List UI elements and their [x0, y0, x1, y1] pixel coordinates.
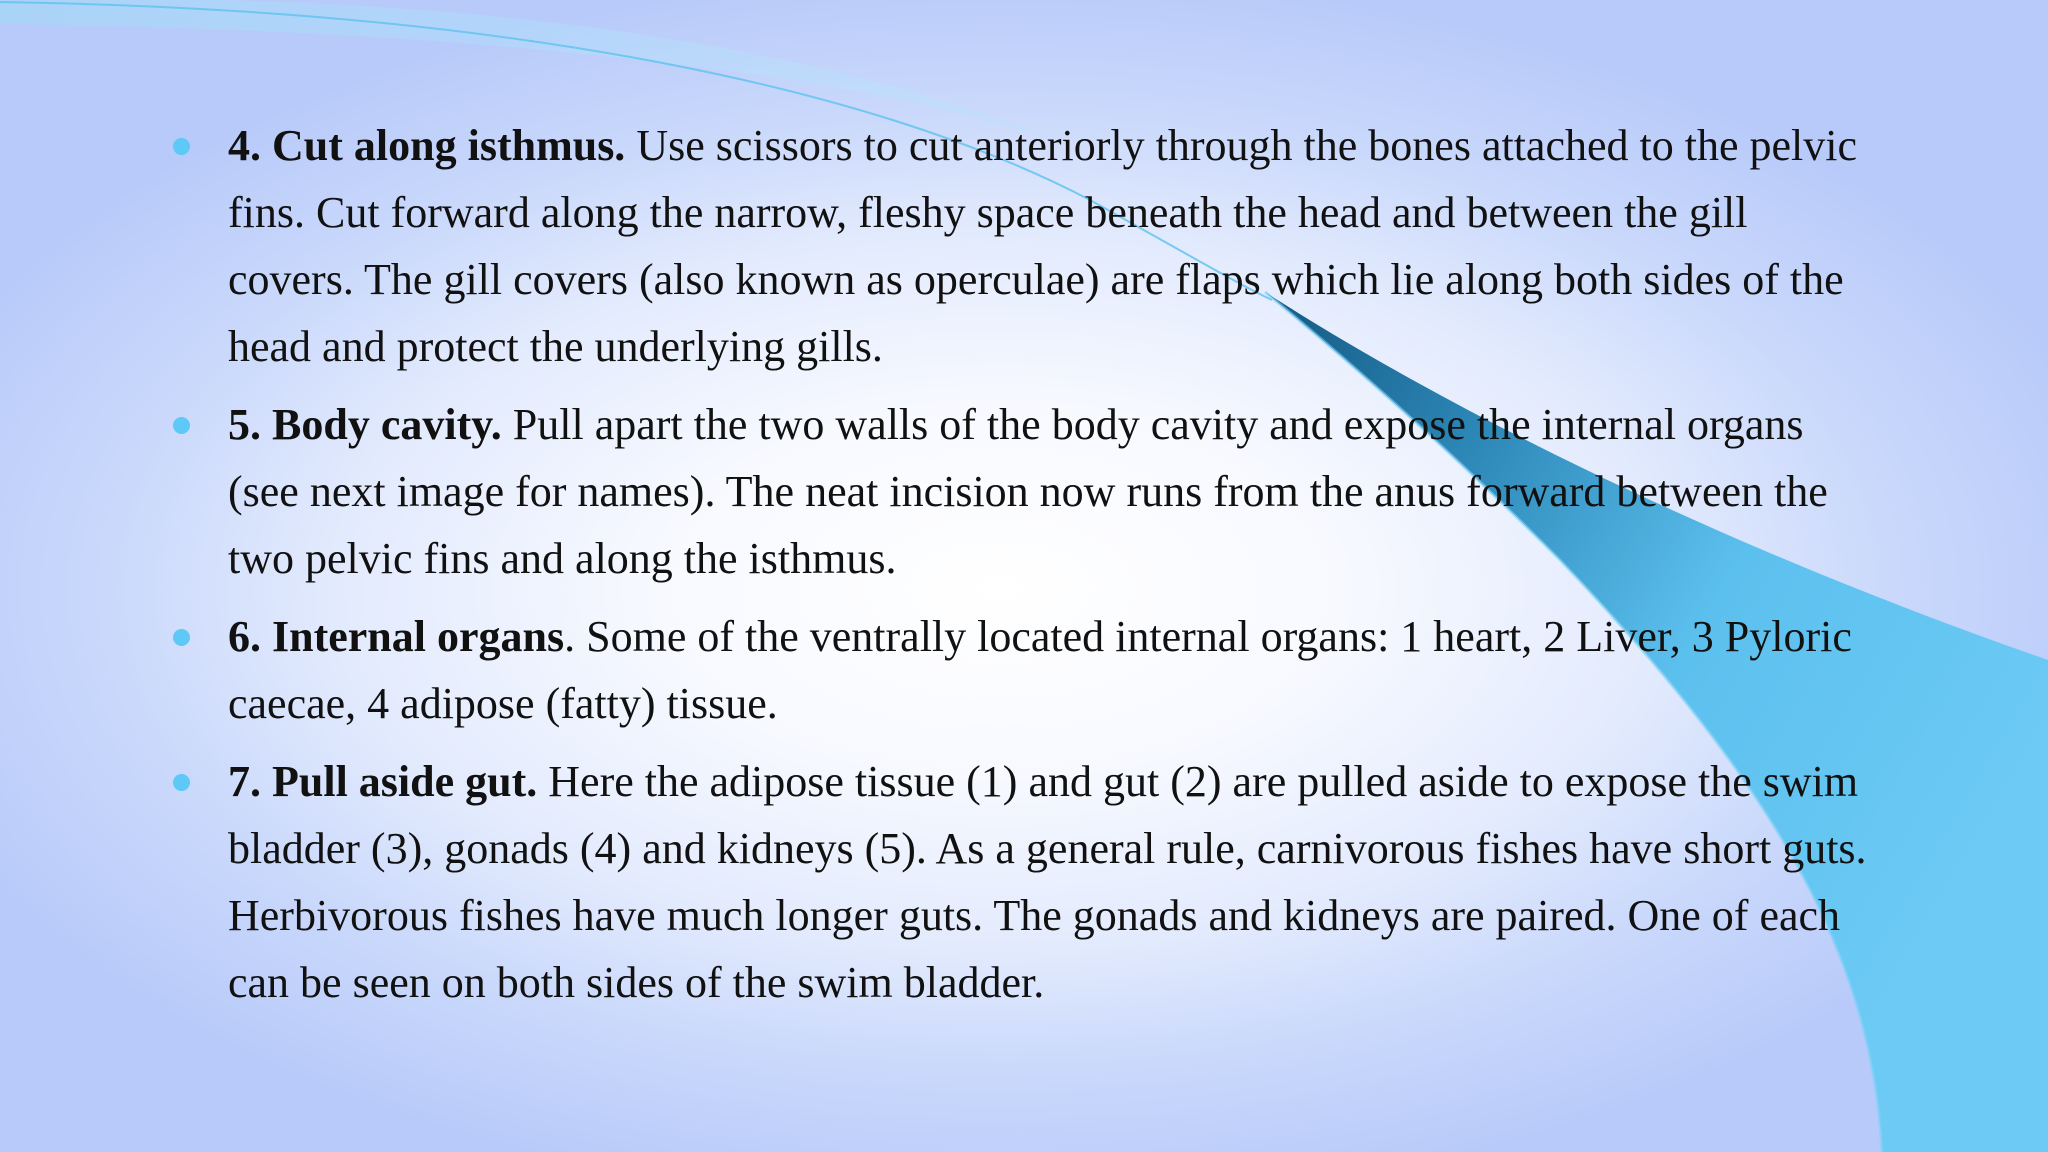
- bullet-text: Here the adipose tissue (1) and gut (2) are pulled aside to expose the swim bladder (3), gonads (4) and kidneys (5). As a general rule, carnivorous fishes have short guts. Herbivorous fishes have much longer guts. The gonads and kidneys are paired. One of each can be seen on both sides of the swim bladder.: [228, 757, 1867, 1007]
- bullet-heading: 5. Body cavity.: [228, 400, 502, 449]
- bullet-text: Use scissors to cut anteriorly through the bones attached to the pelvic fins. Cut forward along the narrow, fleshy space beneath the head and between the gill covers. The gill covers (also known as operculae) are flaps which lie along both sides of the head and protect the underlying gills.: [228, 121, 1857, 371]
- bullet-dot-icon: [173, 138, 190, 155]
- bullet-item-body-cavity: [170, 391, 1870, 592]
- bullet-dot-icon: [173, 629, 190, 646]
- slide-bullet-list: [170, 112, 1870, 1027]
- bullet-heading: 7. Pull aside gut.: [228, 757, 538, 806]
- bullet-text: . Some of the ventrally located internal organs: 1 heart, 2 Liver, 3 Pyloric caecae, 4 adipose (fatty) tissue.: [228, 612, 1852, 728]
- bullet-dot-icon: [173, 417, 190, 434]
- bullet-item-pull-aside-gut: [170, 748, 1870, 1016]
- bullet-heading: 4. Cut along isthmus.: [228, 121, 626, 170]
- bullet-item-cut-along-isthmus: [170, 112, 1870, 380]
- bullet-dot-icon: [173, 774, 190, 791]
- bullet-item-internal-organs: [170, 603, 1870, 737]
- bullet-text: Pull apart the two walls of the body cavity and expose the internal organs (see next image for names). The neat incision now runs from the anus forward between the two pelvic fins and along the isthmus.: [228, 400, 1828, 583]
- bullet-heading: 6. Internal organs: [228, 612, 565, 661]
